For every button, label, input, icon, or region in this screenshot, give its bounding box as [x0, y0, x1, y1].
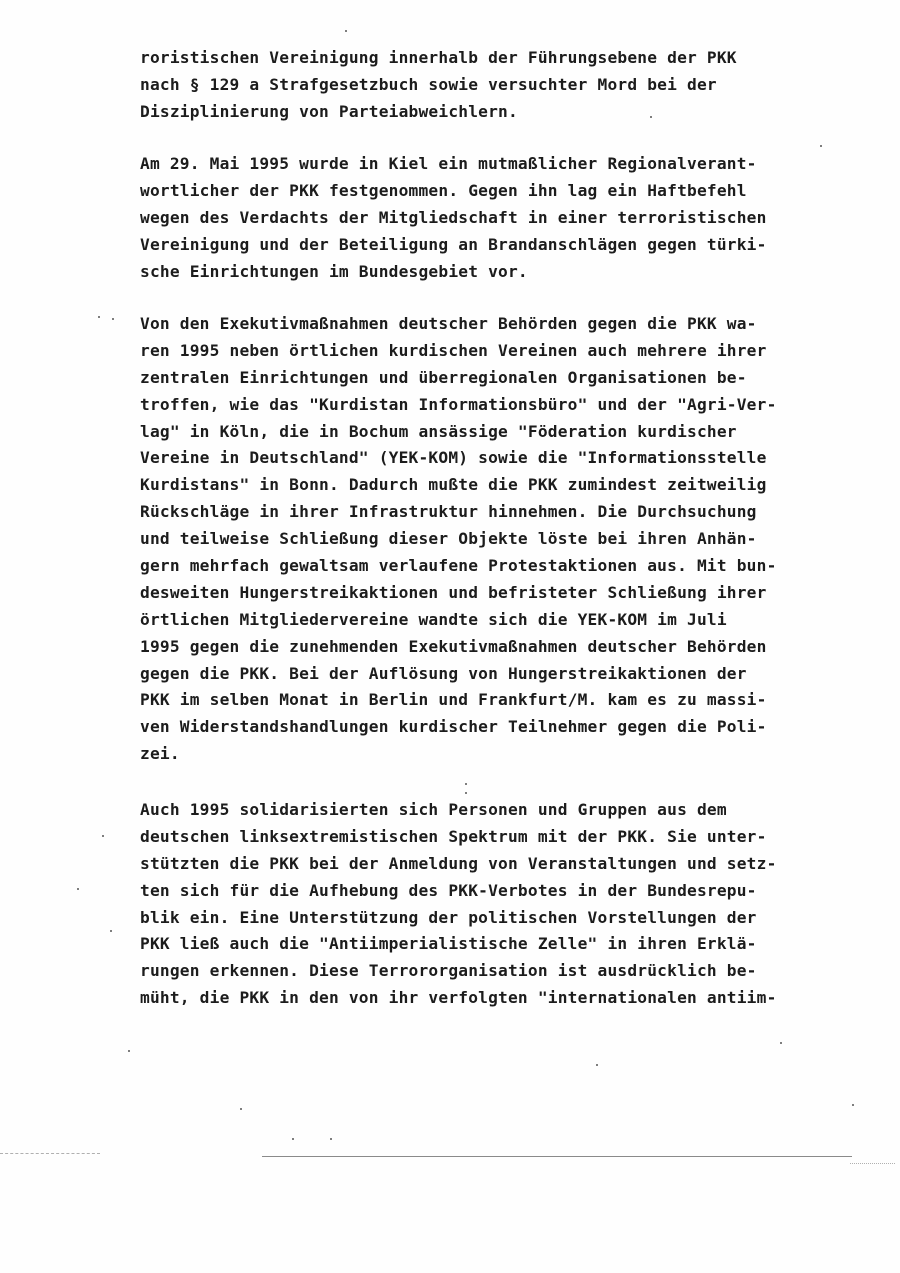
text-line: gern mehrfach gewaltsam verlaufene Protestaktionen aus. Mit bun- — [140, 556, 777, 576]
text-line: blik ein. Eine Unterstützung der politischen Vorstellungen der — [140, 907, 757, 927]
text-line: nach § 129 a Strafgesetzbuch sowie versuchter Mord bei der — [140, 74, 717, 94]
paragraph-2 — [140, 151, 840, 285]
text-line: lag" in Köln, die in Bochum ansässige "Föderation kurdischer — [140, 421, 737, 441]
text-line: müht, die PKK in den von ihr verfolgten "internationalen antiim- — [140, 988, 777, 1008]
text-line: rungen erkennen. Diese Terrororganisation ist ausdrücklich be- — [140, 961, 757, 981]
scan-speck — [596, 1064, 598, 1066]
text-line: zentralen Einrichtungen und überregionalen Organisationen be- — [140, 367, 747, 387]
scan-speck — [780, 1042, 782, 1044]
text-line: troffen, wie das "Kurdistan Informationsbüro" und der "Agri-Ver- — [140, 394, 777, 414]
scan-speck — [102, 835, 104, 837]
scan-speck — [465, 783, 467, 785]
text-line: örtlichen Mitgliedervereine wandte sich die YEK-KOM im Juli — [140, 609, 727, 629]
text-line: Am 29. Mai 1995 wurde in Kiel ein mutmaßlicher Regionalverant- — [140, 154, 757, 173]
paragraph-3 — [140, 311, 840, 768]
text-line: deutschen linksextremistischen Spektrum mit der PKK. Sie unter- — [140, 826, 767, 846]
scan-speck — [330, 1138, 332, 1140]
text-line: ven Widerstandshandlungen kurdischer Teilnehmer gegen die Poli- — [140, 717, 767, 737]
text-line: Auch 1995 solidarisierten sich Personen und Gruppen aus dem — [140, 800, 727, 819]
text-line: Vereine in Deutschland" (YEK-KOM) sowie die "Informationsstelle — [140, 448, 767, 468]
text-line: roristischen Vereinigung innerhalb der Führungsebene der PKK — [140, 48, 737, 67]
text-line: Kurdistans" in Bonn. Dadurch mußte die PKK zumindest zeitweilig — [140, 475, 767, 495]
scan-speck — [650, 116, 652, 118]
text-line: zei. — [140, 744, 180, 764]
paragraph-1 — [140, 45, 840, 126]
text-line: sche Einrichtungen im Bundesgebiet vor. — [140, 261, 528, 281]
text-line: wegen des Verdachts der Mitgliedschaft in einer terroristischen — [140, 207, 767, 227]
text-line: PKK im selben Monat in Berlin und Frankfurt/M. kam es zu massi- — [140, 690, 767, 710]
text-line: ten sich für die Aufhebung des PKK-Verbotes in der Bundesrepu- — [140, 880, 757, 900]
scan-edge-rule — [0, 1153, 100, 1154]
scan-speck — [110, 930, 112, 932]
scan-speck — [292, 1138, 294, 1140]
text-line: 1995 gegen die zunehmenden Exekutivmaßnahmen deutscher Behörden — [140, 636, 767, 656]
scan-speck — [465, 792, 467, 794]
text-line: Rückschläge in ihrer Infrastruktur hinnehmen. Die Durchsuchung — [140, 502, 757, 522]
text-line: stützten die PKK bei der Anmeldung von Veranstaltungen und setz- — [140, 853, 777, 873]
text-line: desweiten Hungerstreikaktionen und befristeter Schließung ihrer — [140, 582, 767, 602]
scan-speck — [98, 316, 100, 318]
scan-speck — [77, 888, 79, 890]
text-line: und teilweise Schließung dieser Objekte löste bei ihren Anhän- — [140, 529, 757, 549]
scan-speck — [240, 1108, 242, 1110]
text-line: wortlicher der PKK festgenommen. Gegen ihn lag ein Haftbefehl — [140, 180, 747, 200]
text-line: Disziplinierung von Parteiabweichlern. — [140, 101, 518, 121]
footer-rule — [262, 1156, 852, 1157]
scan-edge-rule — [850, 1163, 895, 1164]
scan-speck — [128, 1050, 130, 1052]
paragraph-4 — [140, 797, 840, 1012]
scan-speck — [820, 145, 822, 147]
text-line: PKK ließ auch die "Antiimperialistische Zelle" in ihren Erklä- — [140, 934, 757, 954]
text-line: gegen die PKK. Bei der Auflösung von Hungerstreikaktionen der — [140, 663, 747, 683]
scan-speck — [112, 318, 114, 320]
text-line: Vereinigung und der Beteiligung an Brandanschlägen gegen türki- — [140, 234, 767, 254]
text-line: ren 1995 neben örtlichen kurdischen Vereinen auch mehrere ihrer — [140, 340, 767, 360]
scan-speck — [345, 30, 347, 32]
text-line: Von den Exekutivmaßnahmen deutscher Behörden gegen die PKK wa- — [140, 314, 757, 333]
scan-speck — [852, 1104, 854, 1106]
